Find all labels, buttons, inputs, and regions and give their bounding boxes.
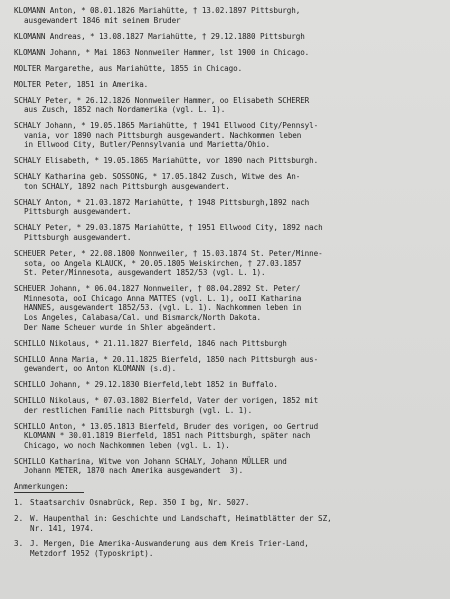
note-item	[14, 514, 442, 533]
entry-line-continued: Pittsburgh ausgewandert.	[24, 233, 132, 242]
entry-line-continued: Chicago, wo noch Nachkommen leben (vgl. L. 1).	[24, 440, 230, 450]
list-item	[14, 172, 442, 191]
entry-line-first: SCHALY Peter, * 26.12.1826 Nonnweiler Hammer, oo Elisabeth SCHERER	[14, 95, 310, 105]
list-item	[14, 156, 442, 166]
note-line: J. Mergen, Die Amerika-Auswanderung aus dem Kreis Trier-Land,	[30, 539, 309, 549]
entry-line-continued: Der Name Scheuer wurde in Shler abgeändert.	[24, 322, 217, 332]
list-item	[14, 355, 442, 374]
entry-line-first: SCHILLO Anna Maria, * 20.11.1825 Bierfeld, 1850 nach Pittsburgh aus-	[14, 354, 319, 364]
list-item	[14, 396, 442, 415]
entry-line-first: SCHALY Anton, * 21.03.1872 Mariahütte, † 1948 Pittsburgh,1892 nach	[14, 197, 310, 207]
entry-line-continued: gewandert, oo Anton KLOMANN (s.d).	[24, 364, 177, 374]
entry-line-first: KLOMANN Anton, * 08.01.1826 Mariahütte, † 13.02.1897 Pittsburgh,	[14, 6, 301, 15]
list-item	[14, 339, 442, 349]
note-number: 3.	[14, 539, 24, 549]
list-item	[14, 96, 442, 115]
entry-line-continued: KLOMANN * 30.01.1819 Bierfeld, 1851 nach Pittsburgh, später nach	[24, 431, 311, 441]
entry-line-continued: in Ellwood City, Butler/Pennsylvania und Marietta/Ohio.	[24, 140, 270, 150]
entry-line-first: KLOMANN Andreas, * 13.08.1827 Mariahütte, † 29.12.1880 Pittsburgh	[14, 31, 305, 41]
list-item	[14, 6, 442, 25]
entry-line-continued: aus Zusch, 1852 nach Nordamerika (vgl. L. 1).	[24, 105, 226, 115]
note-line: Staatsarchiv Osnabrück, Rep. 350 I bg, Nr. 5027.	[30, 498, 250, 508]
list-item	[14, 32, 442, 42]
note-text	[30, 514, 442, 533]
entry-line-first: SCHILLO Nikolaus, * 07.03.1802 Bierfeld, Vater der vorigen, 1852 mit	[14, 396, 319, 406]
entry-line-first: SCHALY Katharina geb. SOSSONG, * 17.05.1842 Zusch, Witwe des An-	[14, 172, 301, 182]
entry-line-first: SCHILLO Anton, * 13.05.1813 Bierfeld, Bruder des vorigen, oo Gertrud	[14, 421, 319, 431]
list-item	[14, 121, 442, 150]
list-item	[14, 48, 442, 58]
entry-line-first: SCHALY Johann, * 19.05.1865 Mariahütte, † 1941 Ellwood City/Pennsyl-	[14, 121, 319, 131]
entry-line-first: SCHALY Peter, * 29.03.1875 Mariahütte, † 1951 Ellwood City, 1892 nach	[14, 223, 323, 233]
entry-line-continued: vania, vor 1890 nach Pittsburgh ausgewandert. Nachkommen leben	[24, 130, 302, 140]
notes-heading: Anmerkungen:	[14, 482, 69, 492]
list-item	[14, 380, 442, 390]
note-line: W. Haupenthal in: Geschichte und Landschaft, Heimatblätter der SZ,	[30, 513, 332, 523]
note-number: 1.	[14, 498, 24, 508]
note-text	[30, 498, 442, 508]
note-item	[14, 539, 442, 558]
entry-line-first: SCHEUER Johann, * 06.04.1827 Nonnweiler, † 08.04.2892 St. Peter/	[14, 284, 301, 294]
entry-line-first: MOLTER Margarethe, aus Mariahütte, 1855 in Chicago.	[14, 63, 243, 73]
note-number: 2.	[14, 513, 24, 523]
note-line: Nr. 141, 1974.	[30, 523, 95, 533]
entry-line-first: KLOMANN Johann, * Mai 1863 Nonnweiler Hammer, lst 1900 in Chicago.	[14, 47, 310, 57]
list-item	[14, 249, 442, 278]
entry-line-continued: Los Angeles, Calabasa/Cal. und Bismarck/North Dakota.	[24, 312, 262, 322]
list-item	[14, 64, 442, 74]
entry-line-first: SCHILLO Johann, * 29.12.1830 Bierfeld,lebt 1852 in Buffalo.	[14, 380, 278, 390]
entry-line-continued: ausgewandert 1846 mit seinem Bruder	[24, 15, 181, 25]
entry-line-first: MOLTER Peter, 1851 in Amerika.	[14, 79, 149, 89]
emigrant-list	[14, 6, 442, 476]
entry-line-continued: Minnesota, ooI Chicago Anna MATTES (vgl. L. 1), ooII Katharina	[24, 293, 302, 303]
entry-line-first: SCHILLO Nikolaus, * 21.11.1827 Bierfeld, 1846 nach Pittsburgh	[14, 338, 287, 348]
entry-line-continued: Pittsburgh ausgewandert.	[24, 207, 132, 217]
entry-line-first: SCHEUER Peter, * 22.08.1800 Nonnweiler, † 15.03.1874 St. Peter/Minne-	[14, 248, 323, 258]
notes-list	[14, 498, 442, 558]
entry-line-first: SCHILLO Katharina, Witwe von Johann SCHALY, Johann MÜLLER und	[14, 456, 287, 466]
list-item	[14, 422, 442, 451]
list-item	[14, 80, 442, 90]
entry-line-continued: Johann METER, 1870 nach Amerika ausgewandert 3).	[24, 466, 244, 476]
list-item	[14, 198, 442, 217]
note-item	[14, 498, 442, 508]
note-text	[30, 539, 442, 558]
notes-underline	[14, 492, 84, 493]
entry-line-continued: HANNES, ausgewandert 1852/53. (vgl. L. 1). Nachkommen leben in	[24, 303, 302, 313]
entry-line-continued: ton SCHALY, 1892 nach Pittsburgh ausgewandert.	[24, 181, 230, 191]
list-item	[14, 457, 442, 476]
entry-line-continued: sota, oo Angela KLAUCK, * 20.05.1805 Weiskirchen, † 27.03.1857	[24, 258, 302, 268]
list-item	[14, 284, 442, 332]
entry-line-first: SCHALY Elisabeth, * 19.05.1865 Mariahütte, vor 1890 nach Pittsburgh.	[14, 156, 319, 166]
note-line: Metzdorf 1952 (Typoskript).	[30, 548, 154, 558]
entry-line-continued: St. Peter/Minnesota, ausgewandert 1852/53 (vgl. L. 1).	[24, 268, 266, 278]
entry-line-continued: der restlichen Familie nach Pittsburgh (vgl. L. 1).	[24, 405, 253, 415]
list-item	[14, 223, 442, 242]
